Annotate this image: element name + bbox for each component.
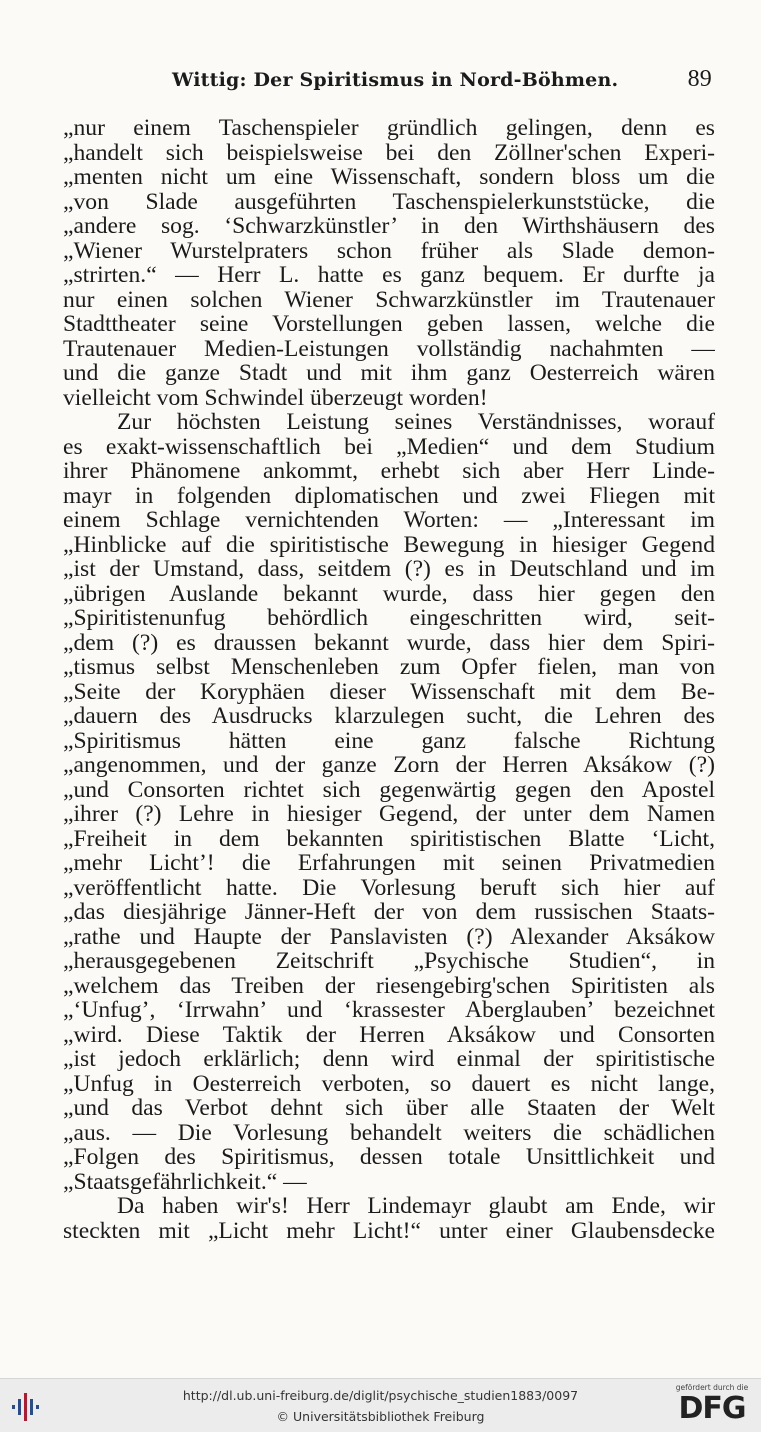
text-line: „Seite der Koryphäen dieser Wissenschaft mit dem Be- xyxy=(63,679,715,704)
source-url[interactable]: http://dl.ub.uni-freiburg.de/diglit/psychische_studien1883/0097 xyxy=(182,1388,579,1403)
text-line: „dauern des Ausdrucks klarzulegen sucht, die Lehren des xyxy=(63,704,715,729)
text-line: „Wiener Wurstelpraters schon früher als Slade demon- xyxy=(63,238,715,263)
text-line: „dem (?) es draussen bekannt wurde, dass hier dem Spiri- xyxy=(63,630,715,655)
dfg-logo: DFG xyxy=(678,1391,746,1426)
text-line: „welchem das Treiben der riesengebirg'schen Spiritisten als xyxy=(63,973,715,998)
page-number: 89 xyxy=(687,66,712,92)
copyright-notice: © Universitätsbibliothek Freiburg xyxy=(276,1409,485,1424)
text-line: „mehr Licht’! die Erfahrungen mit seinen Privatmedien xyxy=(63,851,715,876)
body-text xyxy=(63,116,715,1243)
text-line: Da haben wir's! Herr Lindemayr glaubt am Ende, wir xyxy=(117,1194,715,1219)
text-line: Trautenauer Medien-Leistungen vollständig nachahmten — xyxy=(63,336,715,361)
text-line: „handelt sich beispielsweise bei den Zöllner'schen Experi- xyxy=(63,140,715,165)
text-line: „nur einem Taschenspieler gründlich gelingen, denn es xyxy=(63,116,715,141)
text-line: „übrigen Auslande bekannt wurde, dass hier gegen den xyxy=(63,581,715,606)
text-line: „rathe und Haupte der Panslavisten (?) Alexander Aksákow xyxy=(63,924,715,949)
text-line: „ihrer (?) Lehre in hiesiger Gegend, der unter dem Namen xyxy=(63,802,715,827)
viewer-footer xyxy=(0,1378,761,1432)
text-line: „angenommen, und der ganze Zorn der Herren Aksákow (?) xyxy=(63,753,715,778)
text-line: und die ganze Stadt und mit ihm ganz Oesterreich wären xyxy=(63,361,715,386)
text-line: „tismus selbst Menschenleben zum Opfer fielen, man von xyxy=(63,655,715,680)
text-line: es exakt-wissenschaftlich bei „Medien“ und dem Studium xyxy=(63,434,715,459)
text-line: mayr in folgenden diplomatischen und zwei Fliegen mit xyxy=(63,483,715,508)
text-line: vielleicht vom Schwindel überzeugt worden! xyxy=(63,385,488,410)
text-line: „Freiheit in dem bekannten spiritistischen Blatte ‘Licht, xyxy=(63,826,715,851)
text-line: Zur höchsten Leistung seines Verständnisses, worauf xyxy=(117,410,715,435)
text-line: „Spiritismus hätten eine ganz falsche Richtung xyxy=(63,728,715,753)
text-line: „strirten.“ — Herr L. hatte es ganz bequem. Er durfte ja xyxy=(63,263,715,288)
text-line: „Unfug in Oesterreich verboten, so dauert es nicht lange, xyxy=(63,1071,715,1096)
text-line: „Folgen des Spiritismus, dessen totale Unsittlichkeit und xyxy=(63,1145,715,1170)
running-title: Wittig: Der Spiritismus in Nord-Böhmen. xyxy=(172,69,619,91)
text-line: „Hinblicke auf die spiritistische Bewegung in hiesiger Gegend xyxy=(63,532,715,557)
text-line: „und Consorten richtet sich gegenwärtig gegen den Apostel xyxy=(63,777,715,802)
text-line: nur einen solchen Wiener Schwarzkünstler im Trautenauer xyxy=(63,287,715,312)
text-line: „herausgegebenen Zeitschrift „Psychische Studien“, in xyxy=(63,949,715,974)
text-line: „menten nicht um eine Wissenschaft, sondern bloss um die xyxy=(63,165,715,190)
text-line: „das diesjährige Jänner-Heft der von dem russischen Staats- xyxy=(63,900,715,925)
text-line: „aus. — Die Vorlesung behandelt weiters die schädlichen xyxy=(63,1120,715,1145)
running-header xyxy=(172,66,712,98)
text-line: „Staatsgefährlichkeit.“ — xyxy=(63,1169,307,1194)
text-line: einem Schlage vernichtenden Worten: — „Interessant im xyxy=(63,508,715,533)
text-line: steckten mit „Licht mehr Licht!“ unter einer Glaubensdecke xyxy=(63,1218,715,1243)
text-line: „‘Unfug’, ‘Irrwahn’ und ‘krassester Aberglauben’ bezeichnet xyxy=(63,998,715,1023)
text-line: Stadttheater seine Vorstellungen geben lassen, welche die xyxy=(63,312,715,337)
text-line: „wird. Diese Taktik der Herren Aksákow und Consorten xyxy=(63,1022,715,1047)
text-line: „veröffentlicht hatte. Die Vorlesung beruft sich hier auf xyxy=(63,875,715,900)
text-line: „von Slade ausgeführten Taschenspielerkunststücke, die xyxy=(63,189,715,214)
text-line: „und das Verbot dehnt sich über alle Staaten der Welt xyxy=(63,1096,715,1121)
dfg-funding-badge xyxy=(673,1383,751,1429)
text-line: ihrer Phänomene ankommt, erhebt sich aber Herr Linde- xyxy=(63,459,715,484)
text-line: „ist jedoch erklärlich; denn wird einmal der spiritistische xyxy=(63,1047,715,1072)
text-line: „Spiritistenunfug behördlich eingeschritten wird, seit- xyxy=(63,606,715,631)
text-line: „ist der Umstand, dass, seitdem (?) es in Deutschland und im xyxy=(63,557,715,582)
funding-note: gefördert durch die xyxy=(675,1383,749,1392)
text-line: „andere sog. ‘Schwarzkünstler’ in den Wirthshäusern des xyxy=(63,214,715,239)
